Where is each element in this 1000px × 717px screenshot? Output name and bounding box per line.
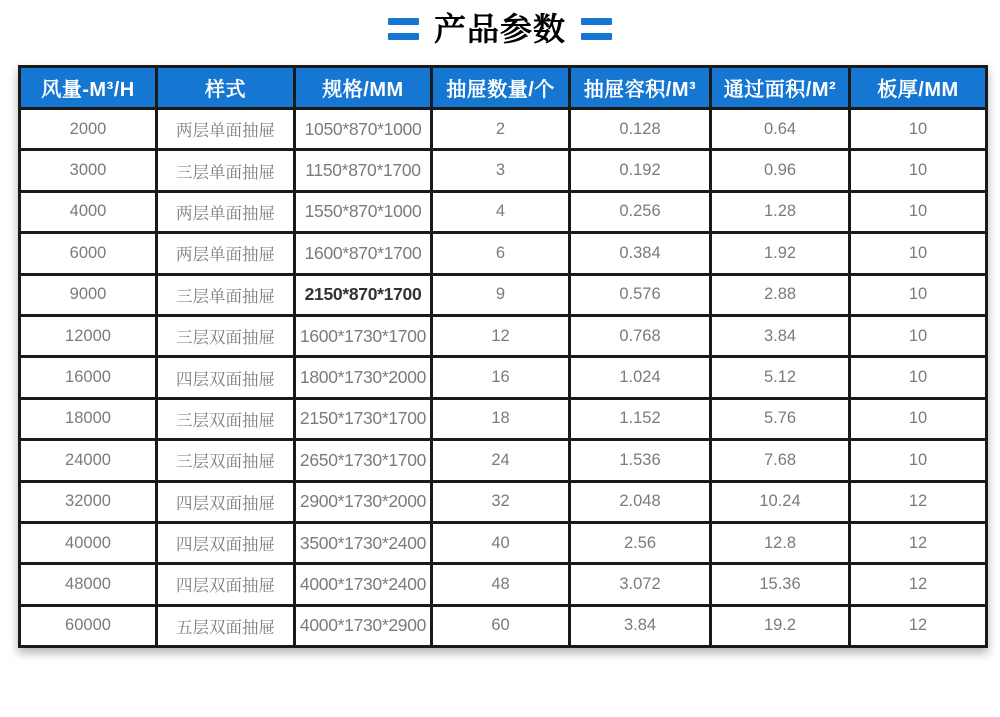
header-row [20, 67, 987, 109]
table-cell: 3 [432, 150, 570, 191]
table-row [20, 398, 987, 439]
table-cell: 三层单面抽屉 [157, 150, 295, 191]
table-cell: 1550*870*1000 [295, 191, 432, 232]
double-bar-left-icon [388, 18, 419, 40]
product-parameters-table [18, 65, 988, 648]
column-header: 抽屉容积/M³ [570, 67, 711, 109]
table-cell: 四层双面抽屉 [157, 481, 295, 522]
table-cell: 10 [850, 109, 987, 150]
table-cell: 7.68 [711, 440, 850, 481]
table-cell: 32000 [20, 481, 157, 522]
table-cell: 2000 [20, 109, 157, 150]
table-cell: 2.88 [711, 274, 850, 315]
table-cell: 1.024 [570, 357, 711, 398]
table-cell: 6000 [20, 233, 157, 274]
table-cell: 2650*1730*1700 [295, 440, 432, 481]
table-cell: 2150*870*1700 [295, 274, 432, 315]
table-cell: 10 [850, 191, 987, 232]
column-header: 板厚/MM [850, 67, 987, 109]
table-cell: 1.152 [570, 398, 711, 439]
table-cell: 32 [432, 481, 570, 522]
table-row [20, 564, 987, 605]
table-cell: 3000 [20, 150, 157, 191]
table-cell: 19.2 [711, 605, 850, 646]
table-cell: 10 [850, 274, 987, 315]
table-cell: 0.768 [570, 315, 711, 356]
table-cell: 三层双面抽屉 [157, 315, 295, 356]
table-cell: 40 [432, 522, 570, 563]
table-cell: 12 [850, 481, 987, 522]
table-cell: 40000 [20, 522, 157, 563]
table-body [20, 109, 987, 647]
table-cell: 两层单面抽屉 [157, 233, 295, 274]
table-cell: 0.96 [711, 150, 850, 191]
table-cell: 12 [850, 522, 987, 563]
table-cell: 24000 [20, 440, 157, 481]
table-cell: 3.072 [570, 564, 711, 605]
table-row [20, 233, 987, 274]
table-cell: 三层单面抽屉 [157, 274, 295, 315]
table-cell: 三层双面抽屉 [157, 440, 295, 481]
table-cell: 48000 [20, 564, 157, 605]
table-cell: 5.76 [711, 398, 850, 439]
column-header: 规格/MM [295, 67, 432, 109]
table-cell: 2150*1730*1700 [295, 398, 432, 439]
table-cell: 两层单面抽屉 [157, 109, 295, 150]
table-cell: 10 [850, 150, 987, 191]
table-cell: 12 [850, 605, 987, 646]
column-header: 通过面积/M² [711, 67, 850, 109]
table-cell: 16 [432, 357, 570, 398]
section-title [0, 0, 1000, 52]
table-row [20, 274, 987, 315]
table-cell: 10.24 [711, 481, 850, 522]
table-row [20, 315, 987, 356]
table-cell: 5.12 [711, 357, 850, 398]
table-cell: 10 [850, 315, 987, 356]
table-row [20, 605, 987, 646]
page-title: 产品参数 [433, 11, 566, 47]
table-cell: 三层双面抽屉 [157, 398, 295, 439]
table-cell: 1600*870*1700 [295, 233, 432, 274]
table-cell: 9000 [20, 274, 157, 315]
table-cell: 0.128 [570, 109, 711, 150]
table-cell: 48 [432, 564, 570, 605]
table-cell: 10 [850, 440, 987, 481]
table-cell: 15.36 [711, 564, 850, 605]
table-cell: 0.576 [570, 274, 711, 315]
table-cell: 1050*870*1000 [295, 109, 432, 150]
double-bar-right-icon [581, 18, 612, 40]
table-cell: 4000*1730*2400 [295, 564, 432, 605]
table-cell: 10 [850, 357, 987, 398]
table-cell: 16000 [20, 357, 157, 398]
table-cell: 10 [850, 233, 987, 274]
table-cell: 12 [850, 564, 987, 605]
column-header: 抽屉数量/个 [432, 67, 570, 109]
table-row [20, 191, 987, 232]
table-cell: 0.192 [570, 150, 711, 191]
table-cell: 18000 [20, 398, 157, 439]
table-cell: 1600*1730*1700 [295, 315, 432, 356]
table-cell: 0.256 [570, 191, 711, 232]
table-row [20, 522, 987, 563]
table-cell: 9 [432, 274, 570, 315]
table-cell: 0.384 [570, 233, 711, 274]
table-cell: 2.56 [570, 522, 711, 563]
table-cell: 2 [432, 109, 570, 150]
table-cell: 1150*870*1700 [295, 150, 432, 191]
table-row [20, 357, 987, 398]
table-cell: 1.92 [711, 233, 850, 274]
table-cell: 1.536 [570, 440, 711, 481]
table-cell: 0.64 [711, 109, 850, 150]
table-row [20, 109, 987, 150]
table-cell: 1.28 [711, 191, 850, 232]
table-cell: 四层双面抽屉 [157, 522, 295, 563]
table-cell: 12.8 [711, 522, 850, 563]
table-cell: 24 [432, 440, 570, 481]
table-cell: 两层单面抽屉 [157, 191, 295, 232]
table-cell: 4000*1730*2900 [295, 605, 432, 646]
table-cell: 3500*1730*2400 [295, 522, 432, 563]
table-cell: 12 [432, 315, 570, 356]
table-cell: 10 [850, 398, 987, 439]
table-cell: 2.048 [570, 481, 711, 522]
table-row [20, 440, 987, 481]
table-row [20, 481, 987, 522]
table-cell: 4 [432, 191, 570, 232]
table-cell: 12000 [20, 315, 157, 356]
table-cell: 3.84 [570, 605, 711, 646]
table-cell: 五层双面抽屉 [157, 605, 295, 646]
table-cell: 6 [432, 233, 570, 274]
table-cell: 四层双面抽屉 [157, 357, 295, 398]
column-header: 风量-M³/H [20, 67, 157, 109]
table-cell: 四层双面抽屉 [157, 564, 295, 605]
table-cell: 60000 [20, 605, 157, 646]
table-cell: 4000 [20, 191, 157, 232]
table-row [20, 150, 987, 191]
table-cell: 60 [432, 605, 570, 646]
table-cell: 3.84 [711, 315, 850, 356]
table-cell: 2900*1730*2000 [295, 481, 432, 522]
column-header: 样式 [157, 67, 295, 109]
table-cell: 18 [432, 398, 570, 439]
table-cell: 1800*1730*2000 [295, 357, 432, 398]
